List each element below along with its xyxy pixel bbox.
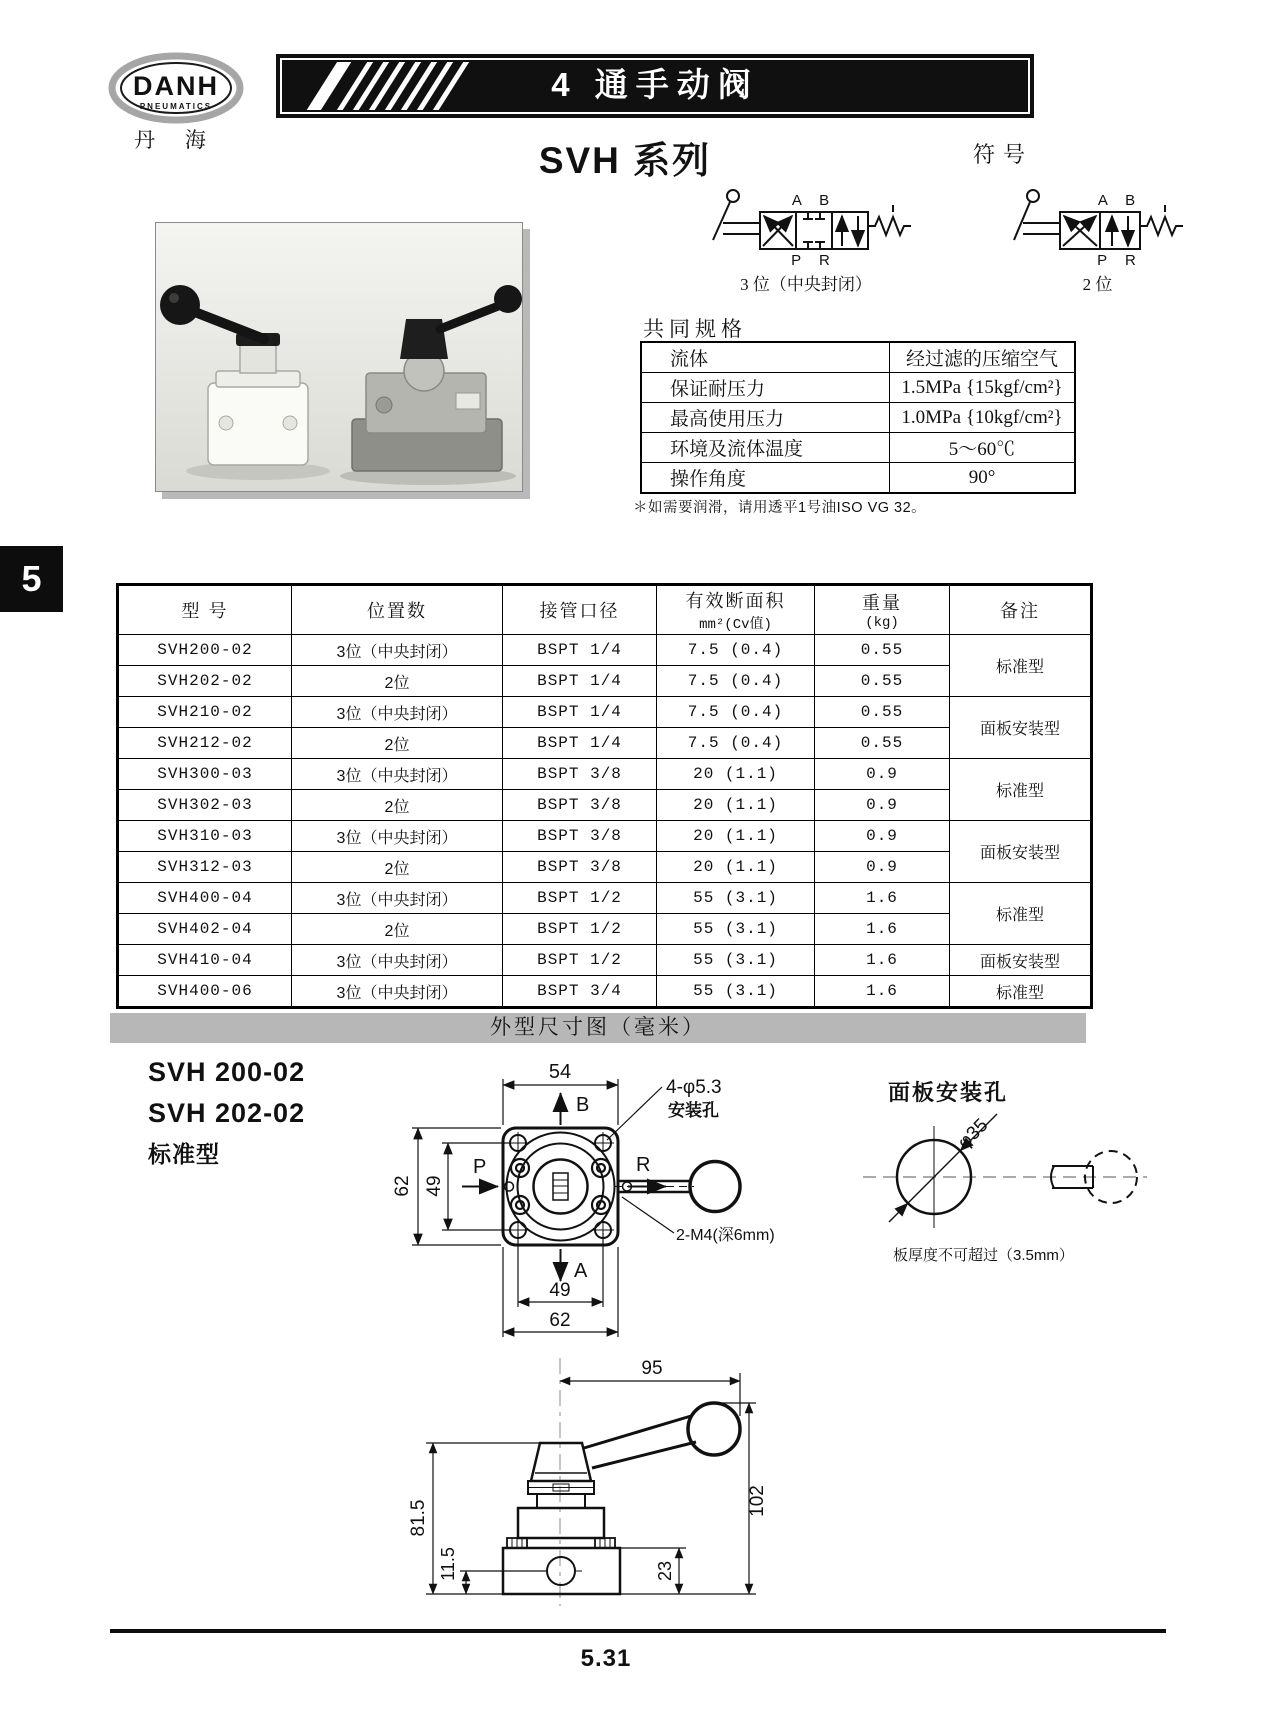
cell-positions: 3位（中央封闭）: [292, 821, 503, 852]
dim-width-top: 54: [548, 1061, 572, 1083]
cell-model: SVH212-02: [118, 728, 292, 759]
col-header-remark: 备注: [950, 585, 1092, 635]
dim-model-2: SVH 202-02: [148, 1098, 306, 1128]
symbol-3pos-caption: 3 位（中央封闭）: [740, 275, 872, 294]
cell-positions: 3位（中央封闭）: [292, 697, 503, 728]
valve-symbol-2pos: [1000, 178, 1195, 270]
model-row: [118, 666, 1092, 697]
col-header-port: 接管口径: [503, 585, 657, 635]
cell-port: BSPT 3/8: [503, 852, 657, 883]
dim-type-label: 标准型: [148, 1141, 220, 1167]
dim-base-height: 23: [655, 1560, 675, 1582]
ports-bottom-label: P R: [1097, 252, 1143, 269]
cell-model: SVH210-02: [118, 697, 292, 728]
cell-port: BSPT 3/4: [503, 976, 657, 1008]
brand-logo: [86, 48, 270, 156]
dim-width-bottom-outer: 62: [549, 1310, 571, 1331]
model-table: [116, 583, 1093, 1009]
product-photo-image: [156, 223, 522, 491]
cell-area: 7.5 (0.4): [657, 666, 815, 697]
dimensions-section-bar: 外型尺寸图（毫米）: [110, 1013, 1086, 1043]
port-b-label: B: [576, 1094, 590, 1116]
panel-hole-title: 面板安装孔: [888, 1080, 1009, 1105]
cell-weight: 0.55: [815, 635, 950, 666]
handle-ball: [494, 285, 522, 313]
spec-label: 最高使用压力: [641, 403, 890, 433]
handle-ball: [690, 1162, 740, 1212]
cell-remark: 标准型: [950, 759, 1092, 821]
cell-model: SVH300-03: [118, 759, 292, 790]
cell-weight: 0.9: [815, 852, 950, 883]
chapter-tab: 5: [0, 546, 63, 612]
symbols-label: 符号: [973, 142, 1034, 167]
cell-model: SVH202-02: [118, 666, 292, 697]
top-view-drawing: [370, 1055, 800, 1347]
cell-model: SVH310-03: [118, 821, 292, 852]
cell-remark: 面板安装型: [950, 697, 1092, 759]
port-p-label: P: [473, 1156, 487, 1178]
detent-spring-icon: [868, 217, 911, 235]
model-row: [118, 697, 1092, 728]
port-hole: [547, 1557, 575, 1585]
dim-height-inner: 49: [424, 1175, 445, 1197]
model-row: [118, 945, 1092, 976]
valve-knob-outline: [531, 1443, 591, 1481]
col-header-area: 有效断面积 mm²(Cv值): [657, 585, 815, 635]
cell-positions: 2位: [292, 666, 503, 697]
cell-port: BSPT 3/8: [503, 759, 657, 790]
dim-port-height: 11.5: [438, 1547, 458, 1581]
common-specs-table: [640, 341, 1076, 494]
model-row: [118, 976, 1092, 1008]
spec-label: 保证耐压力: [641, 373, 890, 403]
cell-port: BSPT 3/8: [503, 821, 657, 852]
spec-value: 5～60℃: [890, 433, 1076, 463]
header-bar: [276, 54, 1034, 118]
ports-top-label: A B: [1097, 192, 1143, 209]
dimension-model-labels: [148, 1052, 305, 1175]
col-header-positions: 位置数: [292, 585, 503, 635]
cell-weight: 0.55: [815, 728, 950, 759]
page-number: 5.31: [580, 1645, 632, 1672]
handle-ball: [688, 1403, 740, 1455]
cell-positions: 2位: [292, 852, 503, 883]
port-a-label: A: [574, 1260, 588, 1282]
cell-area: 55 (3.1): [657, 945, 815, 976]
spec-row: [641, 463, 1075, 494]
spec-value: 经过滤的压缩空气: [890, 342, 1076, 373]
thread-label: 2-M4(深6mm): [676, 1227, 775, 1244]
cell-positions: 2位: [292, 790, 503, 821]
cell-port: BSPT 3/8: [503, 790, 657, 821]
cell-weight: 1.6: [815, 914, 950, 945]
ports-bottom-label: P R: [791, 252, 837, 269]
cell-area: 20 (1.1): [657, 852, 815, 883]
ports-top-label: A B: [791, 192, 837, 209]
cell-model: SVH200-02: [118, 635, 292, 666]
spec-label: 操作角度: [641, 463, 890, 494]
cell-area: 7.5 (0.4): [657, 728, 815, 759]
cell-positions: 2位: [292, 728, 503, 759]
cell-port: BSPT 1/4: [503, 697, 657, 728]
cell-area: 55 (3.1): [657, 976, 815, 1008]
cell-area: 55 (3.1): [657, 883, 815, 914]
footer-rule: [110, 1629, 1166, 1633]
dim-body-height: 81.5: [408, 1499, 429, 1537]
spec-row: [641, 403, 1075, 433]
cell-area: 7.5 (0.4): [657, 697, 815, 728]
cell-model: SVH402-04: [118, 914, 292, 945]
series-title: SVH 系列: [538, 140, 712, 181]
common-specs-title: 共同规格: [643, 317, 747, 341]
model-row: [118, 852, 1092, 883]
spec-value: 1.0MPa {10kgf/cm²}: [890, 403, 1076, 433]
cell-weight: 0.55: [815, 666, 950, 697]
panel-hole-drawing: [855, 1110, 1155, 1242]
cell-model: SVH400-04: [118, 883, 292, 914]
cell-area: 7.5 (0.4): [657, 635, 815, 666]
model-row: [118, 914, 1092, 945]
spec-value: 1.5MPa {15kgf/cm²}: [890, 373, 1076, 403]
spec-row: [641, 342, 1075, 373]
spec-label: 环境及流体温度: [641, 433, 890, 463]
cell-model: SVH312-03: [118, 852, 292, 883]
dim-handle-length: 95: [641, 1358, 663, 1379]
brand-name: DANH: [133, 71, 219, 101]
lubrication-note: ＊如需要润滑，请用透平1号油ISO VG 32。: [633, 500, 927, 516]
dim-height-outer: 62: [392, 1175, 413, 1197]
cell-positions: 3位（中央封闭）: [292, 883, 503, 914]
side-view-drawing: [390, 1356, 785, 1611]
lever-knob-icon: [727, 190, 739, 202]
cell-area: 55 (3.1): [657, 914, 815, 945]
cell-model: SVH400-06: [118, 976, 292, 1008]
product-photo: [155, 222, 523, 492]
cell-port: BSPT 1/4: [503, 666, 657, 697]
cell-port: BSPT 1/2: [503, 914, 657, 945]
cell-remark: 标准型: [950, 976, 1092, 1008]
cell-remark: 标准型: [950, 883, 1092, 945]
model-row: [118, 790, 1092, 821]
cell-area: 20 (1.1): [657, 790, 815, 821]
cell-port: BSPT 1/2: [503, 883, 657, 914]
spec-row: [641, 433, 1075, 463]
mount-hole-label-2: 安装孔: [668, 1101, 719, 1120]
model-row: [118, 728, 1092, 759]
cell-remark: 面板安装型: [950, 945, 1092, 976]
cell-area: 20 (1.1): [657, 821, 815, 852]
model-table-header-row: [118, 585, 1092, 635]
lever-knob-icon: [1027, 190, 1039, 202]
cell-weight: 0.9: [815, 790, 950, 821]
model-row: [118, 821, 1092, 852]
cell-weight: 0.55: [815, 697, 950, 728]
valve-symbol-3pos: [697, 178, 915, 270]
cell-model: SVH410-04: [118, 945, 292, 976]
valve-label: [456, 393, 480, 409]
cell-positions: 3位（中央封闭）: [292, 976, 503, 1008]
cell-area: 20 (1.1): [657, 759, 815, 790]
cell-positions: 3位（中央封闭）: [292, 945, 503, 976]
specs-table-body: [641, 342, 1075, 493]
cell-port: BSPT 1/4: [503, 728, 657, 759]
page-title: 4 通手动阀: [551, 66, 759, 103]
symbol-2pos-caption: 2 位: [1082, 275, 1113, 294]
model-row: [118, 635, 1092, 666]
spec-row: [641, 373, 1075, 403]
panel-hole-diameter: φ35: [953, 1114, 993, 1154]
cell-positions: 3位（中央封闭）: [292, 635, 503, 666]
model-row: [118, 883, 1092, 914]
cell-weight: 1.6: [815, 976, 950, 1008]
cell-positions: 3位（中央封闭）: [292, 759, 503, 790]
detent-spring-icon: [1140, 217, 1183, 235]
dim-width-bottom-inner: 49: [549, 1280, 571, 1301]
cell-weight: 0.9: [815, 821, 950, 852]
dim-total-height: 102: [747, 1485, 768, 1517]
col-header-model: 型 号: [118, 585, 292, 635]
spec-label: 流体: [641, 342, 890, 373]
panel-thickness-note: 板厚度不可超过（3.5mm）: [893, 1247, 1074, 1264]
handle-ball: [160, 285, 200, 325]
col-header-weight: 重量 (kg): [815, 585, 950, 635]
model-table-body: [118, 635, 1092, 1008]
spec-value: 90°: [890, 463, 1076, 494]
cell-port: BSPT 1/2: [503, 945, 657, 976]
cell-weight: 1.6: [815, 945, 950, 976]
cell-port: BSPT 1/4: [503, 635, 657, 666]
cell-positions: 2位: [292, 914, 503, 945]
model-row: [118, 759, 1092, 790]
cell-weight: 0.9: [815, 759, 950, 790]
cell-remark: 面板安装型: [950, 821, 1092, 883]
brand-cn: 丹 海: [134, 129, 218, 152]
cell-model: SVH302-03: [118, 790, 292, 821]
cell-remark: 标准型: [950, 635, 1092, 697]
mount-hole-label: 4-φ5.3: [666, 1077, 722, 1098]
port-r-label: R: [636, 1154, 651, 1176]
brand-sub: PNEUMATICS: [139, 102, 213, 111]
cell-weight: 1.6: [815, 883, 950, 914]
dim-model-1: SVH 200-02: [148, 1057, 306, 1087]
